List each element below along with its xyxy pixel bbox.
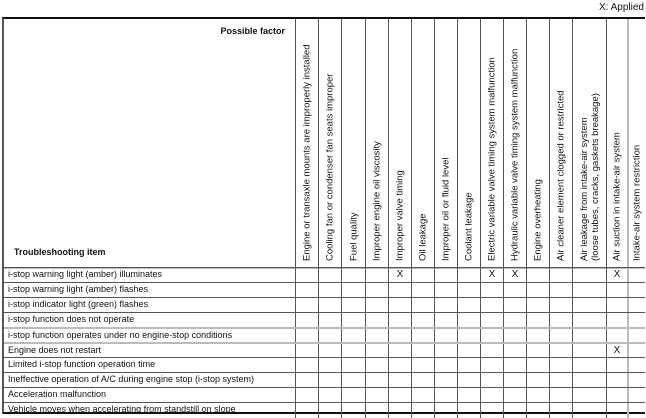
factor-label [533, 179, 544, 261]
applied-mark-cell [434, 373, 457, 388]
factor-label [579, 93, 601, 261]
applied-mark-cell [606, 373, 627, 388]
applied-mark-cell [434, 403, 457, 418]
applied-mark-cell [341, 403, 365, 418]
applied-mark-cell: X [503, 268, 526, 283]
possible-factor-heading: Possible factor [220, 26, 285, 36]
applied-mark-cell [341, 298, 365, 313]
applied-mark-cell [526, 313, 549, 328]
applied-mark-cell [457, 373, 480, 388]
applied-mark-cell [388, 403, 411, 418]
legend-applied: X: Applied [598, 2, 644, 13]
applied-mark-cell [572, 283, 606, 298]
applied-mark-cell [480, 298, 503, 313]
applied-mark-cell [318, 373, 341, 388]
troubleshooting-item: Acceleration malfunction [8, 389, 107, 399]
applied-mark-cell [295, 283, 318, 298]
applied-mark-cell [295, 298, 318, 313]
applied-mark-cell [318, 283, 341, 298]
applied-mark-cell [549, 358, 572, 373]
applied-mark-cell [457, 403, 480, 418]
troubleshooting-item: Limited i-stop function operation time [8, 359, 156, 369]
troubleshooting-item-heading: Troubleshooting item [14, 247, 106, 257]
applied-mark-cell [341, 268, 365, 283]
factor-label [487, 57, 498, 261]
applied-mark-cell [526, 403, 549, 418]
applied-mark-cell [365, 313, 388, 328]
factor-column-header [388, 19, 411, 267]
applied-mark-cell [480, 373, 503, 388]
applied-mark-cell [457, 358, 480, 373]
factor-label [325, 74, 336, 261]
applied-mark-cell [549, 268, 572, 283]
applied-mark-cell [365, 403, 388, 418]
applied-mark-cell [295, 268, 318, 283]
applied-mark-cell [295, 403, 318, 418]
table-row [4, 372, 645, 387]
applied-mark-cell [526, 388, 549, 403]
factor-column-header [365, 19, 388, 267]
applied-mark-cell [457, 283, 480, 298]
applied-mark-cell [572, 403, 606, 418]
table-header [4, 19, 645, 267]
table-row [4, 267, 645, 282]
applied-mark-cell [572, 298, 606, 313]
factor-label-line: Improper oil or fluid level [440, 157, 452, 261]
applied-mark-cell [411, 403, 434, 418]
applied-mark-cell: X [388, 268, 411, 283]
applied-mark-cell [411, 358, 434, 373]
applied-mark-cell [388, 388, 411, 403]
applied-mark-cell [295, 358, 318, 373]
factor-label-line: Oil leakage [417, 213, 429, 261]
table-row [4, 387, 645, 402]
applied-mark-cell [526, 283, 549, 298]
factor-column-header [606, 19, 627, 267]
applied-mark-cell [480, 313, 503, 328]
troubleshooting-matrix-table [2, 17, 645, 414]
factor-label [510, 49, 521, 261]
applied-mark-cell [365, 373, 388, 388]
factor-label-line: Air cleaner element clogged or restricted [555, 90, 567, 261]
applied-mark-cell [388, 298, 411, 313]
applied-mark-cell [318, 268, 341, 283]
applied-mark-cell [388, 373, 411, 388]
factor-column-header [457, 19, 480, 267]
applied-mark-cell [295, 373, 318, 388]
troubleshooting-item: Vehicle moves when accelerating from standstill on slope [8, 404, 236, 414]
applied-mark-cell [572, 313, 606, 328]
factor-label-line: Improper engine oil viscosity [371, 141, 383, 261]
applied-mark-cell [480, 358, 503, 373]
factor-label [612, 132, 623, 261]
factor-column-header [411, 19, 434, 267]
applied-mark-cell [627, 298, 645, 313]
factor-column-header [503, 19, 526, 267]
table-row [4, 297, 645, 312]
factor-label [395, 170, 406, 261]
factor-column-header [549, 19, 572, 267]
applied-mark-cell: X [606, 344, 627, 359]
applied-mark-cell [627, 313, 645, 328]
applied-mark-cell [365, 268, 388, 283]
troubleshooting-item: i-stop warning light (amber) illuminates [8, 269, 163, 279]
applied-mark-cell [503, 358, 526, 373]
factor-label-line: Cooling fan or condenser fan seats improper [324, 73, 336, 261]
applied-mark-cell [365, 358, 388, 373]
applied-mark-cell [434, 268, 457, 283]
factor-label [632, 145, 643, 261]
factor-column-header [295, 19, 318, 267]
applied-mark-cell [572, 373, 606, 388]
applied-mark-cell [411, 268, 434, 283]
applied-mark-cell [627, 283, 645, 298]
applied-mark-cell [503, 388, 526, 403]
applied-mark-cell [365, 388, 388, 403]
factor-column-header [341, 19, 365, 267]
applied-mark-cell [388, 283, 411, 298]
applied-mark-cell [341, 283, 365, 298]
applied-mark-cell [365, 283, 388, 298]
factor-label-line: Hydraulic variable valve timing system malfunction [509, 48, 521, 261]
applied-mark-cell [627, 268, 645, 283]
applied-mark-cell [341, 313, 365, 328]
applied-mark-cell [295, 388, 318, 403]
table-row [4, 357, 645, 372]
factor-label [441, 158, 452, 262]
applied-mark-cell [341, 373, 365, 388]
troubleshooting-item: i-stop function does not operate [8, 314, 135, 324]
applied-mark-cell [549, 283, 572, 298]
factor-label-line: Intake-air system restriction [631, 144, 643, 261]
applied-mark-cell [606, 298, 627, 313]
applied-mark-cell [627, 388, 645, 403]
table-row [4, 312, 645, 327]
applied-mark-cell [572, 268, 606, 283]
factor-label [464, 192, 475, 261]
factor-label [302, 45, 313, 262]
applied-mark-cell [365, 298, 388, 313]
applied-mark-cell [627, 403, 645, 418]
applied-mark-cell [411, 313, 434, 328]
applied-mark-cell [526, 298, 549, 313]
factor-column-header [480, 19, 503, 267]
troubleshooting-item: i-stop warning light (amber) flashes [8, 284, 149, 294]
applied-mark-cell [549, 388, 572, 403]
applied-mark-cell [434, 388, 457, 403]
factor-label-line: Electric variable valve timing system malfunction [486, 57, 498, 261]
factor-label-line: Fuel quality [348, 212, 359, 261]
applied-mark-cell: X [606, 268, 627, 283]
factor-label-line: Engine overheating [532, 179, 544, 261]
applied-mark-cell [318, 313, 341, 328]
applied-mark-cell [526, 358, 549, 373]
applied-mark-cell [572, 388, 606, 403]
applied-mark-cell [480, 283, 503, 298]
factor-column-header [627, 19, 645, 267]
table-row [4, 342, 645, 357]
applied-mark-cell [503, 298, 526, 313]
troubleshooting-item: Ineffective operation of A/C during engine stop (i-stop system) [8, 374, 254, 384]
applied-mark-cell [503, 283, 526, 298]
applied-mark-cell [434, 313, 457, 328]
applied-mark-cell [318, 358, 341, 373]
factor-column-header [318, 19, 341, 267]
applied-mark-cell [411, 298, 434, 313]
factor-label-line: Air suction in intake-air system [611, 132, 623, 261]
factor-label [418, 213, 429, 261]
applied-mark-cell [549, 403, 572, 418]
applied-mark-cell [434, 283, 457, 298]
applied-mark-cell [627, 358, 645, 373]
applied-mark-cell [295, 313, 318, 328]
factor-label-line: Improper valve timing [394, 170, 406, 261]
applied-mark-cell [434, 298, 457, 313]
applied-mark-cell [318, 403, 341, 418]
factor-label-line: Coolant leakage [463, 192, 475, 261]
troubleshooting-item: i-stop indicator light (green) flashes [8, 299, 149, 309]
troubleshooting-item: i-stop function operates under no engine-stop conditions [8, 330, 233, 340]
applied-mark-cell [526, 268, 549, 283]
applied-mark-cell [606, 313, 627, 328]
applied-mark-cell: X [480, 268, 503, 283]
applied-mark-cell [526, 373, 549, 388]
applied-mark-cell [549, 298, 572, 313]
applied-mark-cell [457, 388, 480, 403]
applied-mark-cell [503, 313, 526, 328]
applied-mark-cell [457, 298, 480, 313]
factor-label-line: Air leakage from intake-air system [578, 117, 590, 261]
applied-mark-cell [411, 388, 434, 403]
factor-label [348, 212, 359, 261]
applied-mark-cell [503, 373, 526, 388]
applied-mark-cell [341, 388, 365, 403]
applied-mark-cell [341, 358, 365, 373]
applied-mark-cell [411, 283, 434, 298]
table-row [4, 282, 645, 297]
applied-mark-cell [434, 358, 457, 373]
applied-mark-cell [480, 388, 503, 403]
factor-label-line: Engine or transaxle mounts are improperly installed [301, 44, 313, 261]
applied-mark-cell [318, 298, 341, 313]
applied-mark-cell [318, 388, 341, 403]
applied-mark-cell [549, 313, 572, 328]
applied-mark-cell [388, 358, 411, 373]
factor-label-line: (loose tubes, cracks, gaskets breakage) [589, 93, 601, 261]
applied-mark-cell [572, 358, 606, 373]
applied-mark-cell [606, 358, 627, 373]
applied-mark-cell [457, 268, 480, 283]
applied-mark-cell [606, 403, 627, 418]
applied-mark-cell [627, 373, 645, 388]
factor-column-header [572, 19, 606, 267]
applied-mark-cell [549, 373, 572, 388]
applied-mark-cell [457, 313, 480, 328]
factor-label [372, 141, 383, 261]
applied-mark-cell [606, 283, 627, 298]
applied-mark-cell [606, 388, 627, 403]
factor-column-header [526, 19, 549, 267]
applied-mark-cell [480, 403, 503, 418]
applied-mark-cell [503, 403, 526, 418]
factor-label [556, 90, 567, 261]
applied-mark-cell [411, 373, 434, 388]
table-row [4, 327, 645, 342]
applied-mark-cell [388, 313, 411, 328]
troubleshooting-item: Engine does not restart [8, 345, 102, 355]
factor-column-header [434, 19, 457, 267]
